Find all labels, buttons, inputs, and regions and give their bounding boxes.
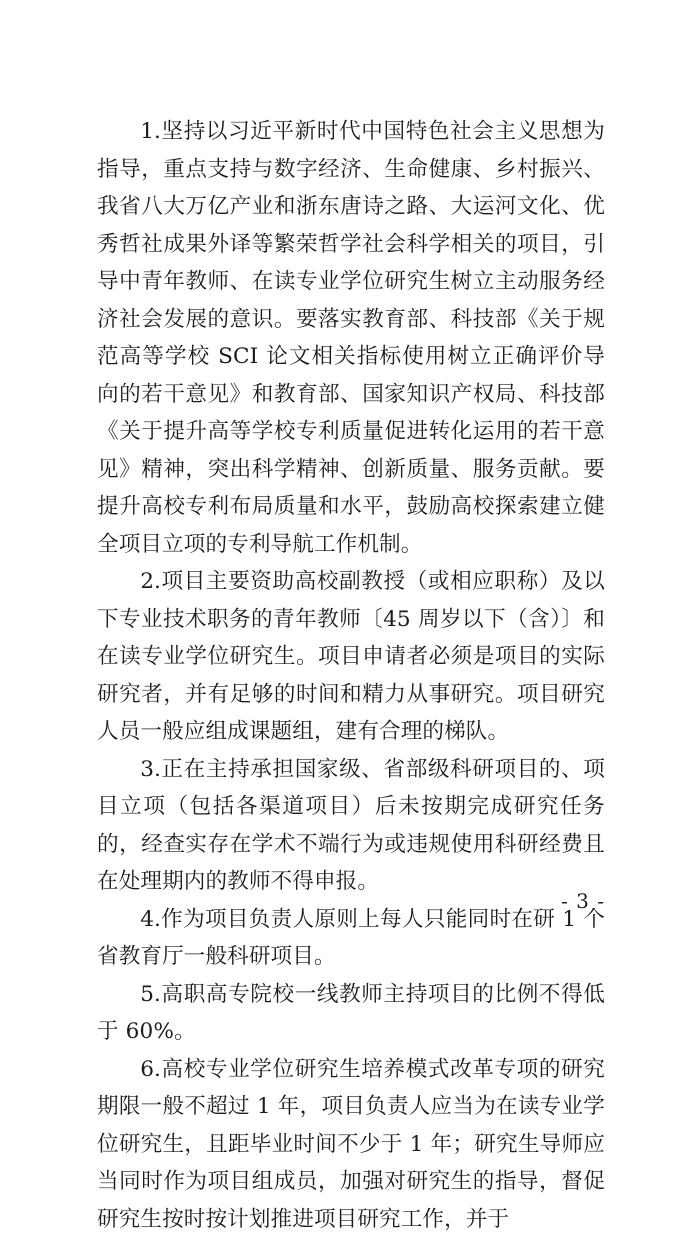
page-number-footer: - 3 -	[97, 888, 605, 914]
paragraph-item-5: 5.高职高专院校一线教师主持项目的比例不得低于 60%。	[97, 976, 605, 1051]
paragraph-item-6: 6.高校专业学位研究生培养模式改革专项的研究期限一般不超过 1 年，项目负责人应当为在读专业学位研究生，且距毕业时间不少于 1 年；研究生导师应当同时作为项目组成员，加强对研究生的指导，督促研究生按时按计划推进项目研究工作，并于	[97, 1051, 605, 1238]
paragraph-item-3: 3.正在主持承担国家级、省部级科研项目的、项目立项（包括各渠道项目）后未按期完成研究任务的，经查实存在学术不端行为或违规使用科研经费且在处理期内的教师不得申报。	[97, 751, 605, 901]
paragraph-item-2: 2.项目主要资助高校副教授（或相应职称）及以下专业技术职务的青年教师〔45 周岁以下（含）〕和在读专业学位研究生。项目申请者必须是项目的实际研究者，并有足够的时间和精力从事研究。项目研究人员一般应组成课题组，建有合理的梯队。	[97, 563, 605, 751]
paragraph-item-4: 4.作为项目负责人原则上每人只能同时在研 1 个省教育厅一般科研项目。	[97, 901, 605, 976]
paragraph-item-1: 1.坚持以习近平新时代中国特色社会主义思想为指导，重点支持与数字经济、生命健康、乡村振兴、我省八大万亿产业和浙东唐诗之路、大运河文化、优秀哲社成果外译等繁荣哲学社会科学相关的项目，引导中青年教师、在读专业学位研究生树立主动服务经济社会发展的意识。要落实教育部、科技部《关于规范高等学校 SCI 论文相关指标使用树立正确评价导向的若干意见》和教育部、国家知识产权局、科技部《关于提升高等学校专利质量促进转化运用的若干意见》精神，突出科学精神、创新质量、服务贡献。要提升高校专利布局质量和水平，鼓励高校探索建立健全项目立项的专利导航工作机制。	[97, 113, 605, 563]
document-body	[97, 113, 605, 1238]
